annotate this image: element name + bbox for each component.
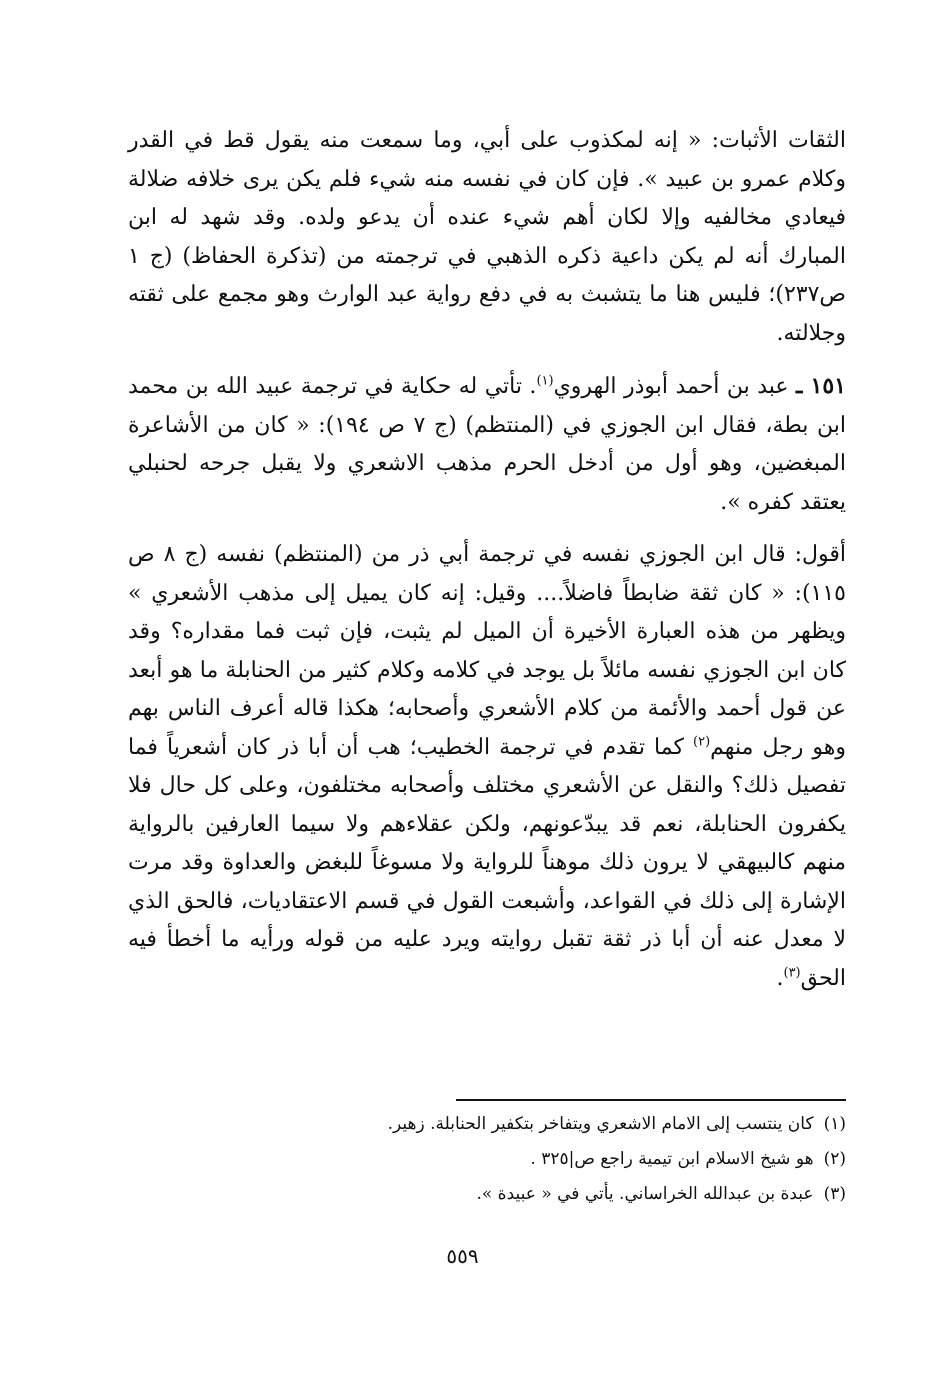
footnote-3 [146, 1177, 846, 1212]
paragraph-1-text: الثقات الأثبات: « إنه لمكذوب على أبي، وما سمعت منه يقول قط في القدر وكلام عمرو بن عبيد ». فإن كان في نفسه منه شيء فلم يكن يرى خلافه ضلالة فيعادي مخالفيه وإلا لكان أهم شيء عنده أن يدعو ولده. وقد شهد له ابن المبارك أنه لم يكن داعية ذكره الذهبي في ترجمته من (تذكرة الحفاظ) (ج ١ ص٢٣٧)؛ فليس هنا ما يتشبث به في دفع رواية عبد الوارث وهو مجمع على ثقته وجلالته. [128, 128, 846, 346]
entry-text-a: عبد بن أحمد أبوذر الهروي [553, 374, 796, 399]
footnote-mark: (٢) [823, 1149, 846, 1169]
page-number: ٥٥٩ [446, 1244, 479, 1268]
footnote-ref-2[interactable]: (٢) [693, 734, 711, 750]
footnote-text: عبدة بن عبدالله الخراساني. يأتي في « عبيدة ». [476, 1184, 814, 1204]
entry-text-b: . تأتي له حكاية في ترجمة عبيد الله بن محمد ابن بطة، فقال ابن الجوزي في (المنتظم) (ج ٧ ص ١٩٤): « كان من الأشاعرة المبغضين، وهو أول من أدخل الحرم مذهب الاشعري ولا يقبل جرحه لحنبلي يعتقد كفره ». [128, 374, 846, 515]
footnote-ref-1[interactable]: (١) [536, 373, 554, 389]
footnote-text: كان ينتسب إلى الامام الاشعري ويتفاخر بتكفير الحنابلة. زهير. [387, 1114, 814, 1134]
footnote-mark: (١) [823, 1114, 846, 1134]
footnote-2 [146, 1142, 846, 1177]
footnote-ref-3[interactable]: (٣) [783, 965, 801, 981]
footnotes [146, 1107, 846, 1212]
footnote-1 [146, 1107, 846, 1142]
entry-number: ١٥١ ـ [795, 373, 846, 399]
footnote-divider [456, 1099, 846, 1101]
commentary-paragraph [128, 536, 846, 998]
footnote-mark: (٣) [823, 1184, 846, 1204]
commentary-text-b: كما تقدم في ترجمة الخطيب؛ هب أن أبا ذر كان أشعرياً فما تفصيل ذلك؟ والنقل عن الأشعري مختلف وأصحابه مختلفون، وعلى كل حال فلا يكفرون الحنابلة، نعم قد يبدّعونهم، ولكن عقلاءهم ولا سيما العارفين بالرواية منهم كالبيهقي لا يرون ذلك موهناً للرواية ولا مسوغاً للبغض والعداوة وقد مرت الإشارة إلى ذلك في القواعد، وأشبعت القول في قسم الاعتقاديات، فالحق الذي لا معدل عنه أن أبا ذر ثقة تقبل روايته ويرد عليه من قوله ورأيه ما أخطأ فيه الحق [128, 734, 846, 991]
commentary-text-a: أقول: قال ابن الجوزي نفسه في ترجمة أبي ذر من (المنتظم) نفسه (ج ٨ ص ١١٥): « كان ثقة ضابطاً فاضلاً.... وقيل: إنه كان يميل إلى مذهب الأشعري » ويظهر من هذه العبارة الأخيرة أن الميل لم يثبت، فإن ثبت فما مقداره؟ وقد كان ابن الجوزي نفسه مائلاً بل يوجد في كلامه وكلام كثير من الحنابلة ما هو أبعد عن قول أحمد والأئمة من كلام الأشعري وأصحابه؛ هكذا قاله أعرف الناس بهم وهو رجل منهم [128, 542, 847, 760]
paragraph-continuation [128, 122, 846, 353]
commentary-text-c: . [776, 965, 784, 991]
page-body [128, 122, 846, 1012]
footnote-text: هو شيخ الاسلام ابن تيمية راجع ص|٣٢٥ . [530, 1149, 814, 1169]
entry-151 [128, 367, 846, 522]
